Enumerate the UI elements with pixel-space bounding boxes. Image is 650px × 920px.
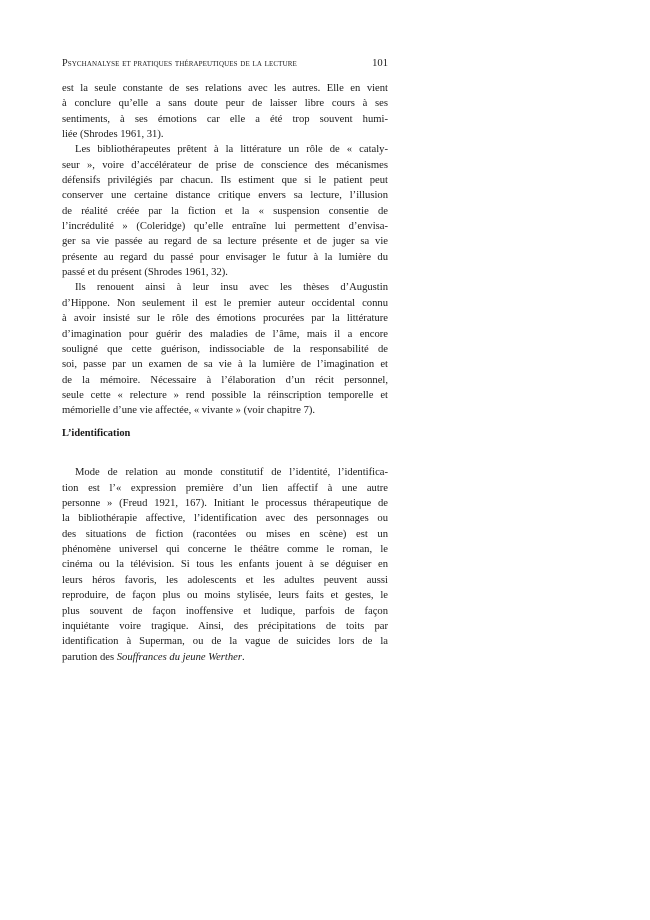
running-title: Psychanalyse et pratiques thérapeutiques de la lecture (62, 58, 297, 69)
paragraph-continued (62, 81, 388, 142)
text-line: à avoir insisté sur le rôle des émotions procurées par la littérature (62, 313, 388, 325)
text-line: présente au regard du passé pour envisager le futur à la lumière du (62, 251, 388, 263)
text-line: ger sa vie passée au regard de sa lecture présente et de juger sa vie (62, 236, 388, 248)
paragraph-bibliotherapeutes (62, 142, 388, 280)
text-fragment: . (241, 651, 245, 663)
text-line: est la seule constante de ses relations avec les autres. Elle en vient (62, 83, 388, 94)
text-line: reproduire, de façon plus ou moins stylisée, leurs faits et gestes, le (62, 590, 388, 602)
text-line: Mode de relation au monde constitutif de l’identité, l’identifica- (75, 467, 388, 479)
text-line: liée (Shrodes 1961, 31). (62, 129, 164, 141)
text-line: conserver une certaine distance critique envers sa lecture, l’illusion (62, 190, 388, 202)
book-title: Souffrances du jeune Werther (116, 651, 242, 663)
text-line: inquiétante voire tragique. Ainsi, des précipitations de toits par (62, 620, 388, 632)
paragraph-identification (62, 465, 388, 664)
text-line: soi, passe par un examen de sa vie à la lumière de l’imagination et (62, 359, 388, 371)
running-head (62, 57, 388, 71)
text-line: personne » (Freud 1921, 167). Initiant le processus thérapeutique de (62, 498, 388, 510)
text-line: de la mémoire. Nécessaire à l’élaboration d’un récit personnel, (62, 374, 388, 386)
body-text (62, 81, 388, 665)
text-line: Les bibliothérapeutes prêtent à la littérature un rôle de « cataly- (75, 144, 388, 156)
text-line: passé et du présent (Shrodes 1961, 32). (62, 267, 228, 279)
text-line: la bibliothérapie affective, l’identification avec des personnages ou (62, 513, 388, 525)
text-line: identification à Superman, ou de la vague de suicides lors de la (62, 636, 388, 648)
text-line: souligné que cette guérison, indissociable de la responsabilité de (62, 343, 388, 355)
text-line: défensifs privilégiés par chacun. Ils estiment que si le patient peut (62, 175, 388, 187)
text-line: à conclure qu’elle a sans doute peur de laisser libre cours à ses (62, 98, 388, 110)
text-line: leurs héros favoris, les adolescents et les adultes peuvent aussi (62, 574, 388, 586)
text-line: des situations de fiction (racontées ou mises en scène) est un (62, 528, 388, 540)
paragraph-augustin (62, 280, 388, 418)
text-line: plus souvent de façon inoffensive et ludique, parfois de façon (62, 605, 388, 617)
text-line: tion est l’« expression première d’un lien affectif à une autre (62, 482, 388, 494)
text-line: de réalité créée par la fiction et la « suspension consentie de (62, 205, 388, 217)
text-fragment: parution des (62, 651, 117, 663)
text-line: seur », voire d’accélérateur de prise de conscience des mécanismes (62, 159, 388, 171)
page-number: 101 (372, 58, 388, 69)
text-line-final (62, 650, 388, 665)
text-line: mémorielle d’une vie affectée, « vivante » (voir chapitre 7). (62, 405, 316, 417)
text-line: phénomène universel qui concerne le théâtre comme le roman, le (62, 544, 388, 556)
text-line: cinéma ou la télévision. Si tous les enfants jouent à se déguiser en (62, 559, 388, 571)
text-line: l’incrédulité » (Coleridge) qu’elle entraîne lui permettent d’envisa- (62, 221, 388, 233)
section-heading: L’identification (62, 428, 131, 440)
text-line: sentiments, à ses émotions car elle a été trop souvent humi- (62, 113, 388, 125)
text-line: Ils renouent ainsi à leur insu avec les thèses d’Augustin (75, 282, 388, 294)
text-line: d’Hippone. Non seulement il est le premier auteur occidental connu (62, 297, 388, 309)
text-line: d’imagination pour guérir des maladies de l’âme, mais il a encore (62, 328, 388, 340)
text-line: seule cette « relecture » rend possible la réinscription temporelle et (62, 389, 388, 401)
